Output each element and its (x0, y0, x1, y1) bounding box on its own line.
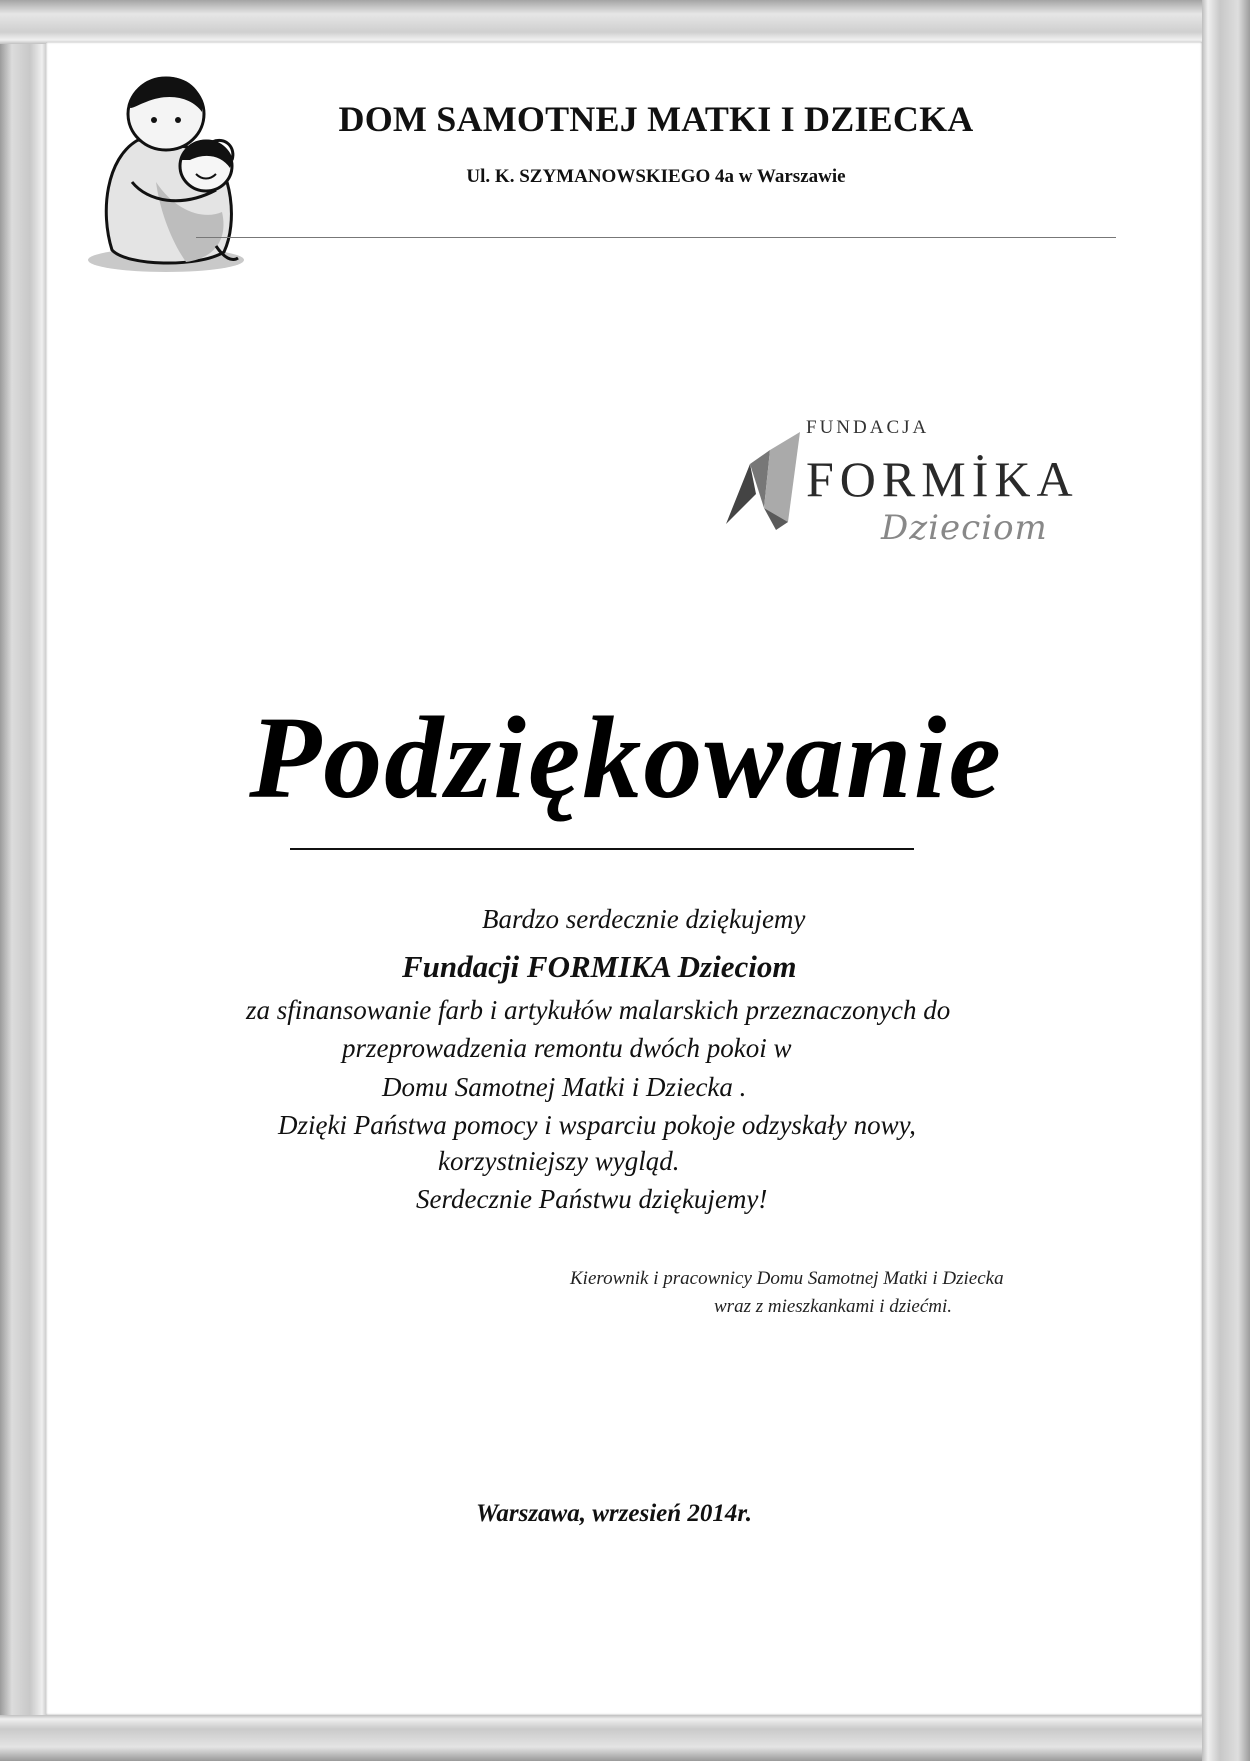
organization-name: DOM SAMOTNEJ MATKI I DZIECKA (338, 99, 974, 139)
body-line-home: Domu Samotnej Matki i Dziecka . (382, 1072, 747, 1102)
body-line-look: korzystniejszy wygląd. (438, 1146, 680, 1176)
signature-line-staff: Kierownik i pracownicy Domu Samotnej Matki i Dziecka (570, 1268, 1004, 1289)
body-line-financing: za sfinansowanie farb i artykułów malarskich przeznaczonych do (246, 995, 951, 1025)
logo-fundacja-text: FUNDACJA (806, 417, 930, 438)
certificate-date: Warszawa, wrzesień 2014r. (476, 1500, 752, 1527)
title-underline (290, 848, 914, 850)
mother-child-emblem-icon (86, 62, 246, 274)
logo-formika-text: FORMİKA (806, 451, 1079, 507)
body-line-help: Dzięki Państwa pomocy i wsparciu pokoje odzyskały nowy, (278, 1110, 916, 1140)
frame-right-edge (1202, 0, 1250, 1761)
frame-top-edge (0, 0, 1250, 44)
header-divider (196, 237, 1116, 238)
body-line-closing: Serdecznie Państwu dziękujemy! (416, 1184, 768, 1214)
body-line-renovation: przeprowadzenia remontu dwóch pokoi w (342, 1033, 792, 1063)
organization-address: Ul. K. SZYMANOWSKIEGO 4a w Warszawie (466, 166, 846, 187)
body-line-recipient: Fundacji FORMIKA Dzieciom (402, 949, 797, 984)
logo-dzieciom-script: Dzieciom (881, 508, 1048, 548)
frame-bottom-edge (0, 1715, 1250, 1761)
formika-logo-icon (716, 424, 808, 534)
signature-line-residents: wraz z mieszkankami i dziećmi. (714, 1296, 953, 1317)
certificate-paper (46, 42, 1202, 1715)
certificate-title: Podziękowanie (249, 692, 1003, 823)
body-line-thanks: Bardzo serdecznie dziękujemy (482, 904, 806, 934)
